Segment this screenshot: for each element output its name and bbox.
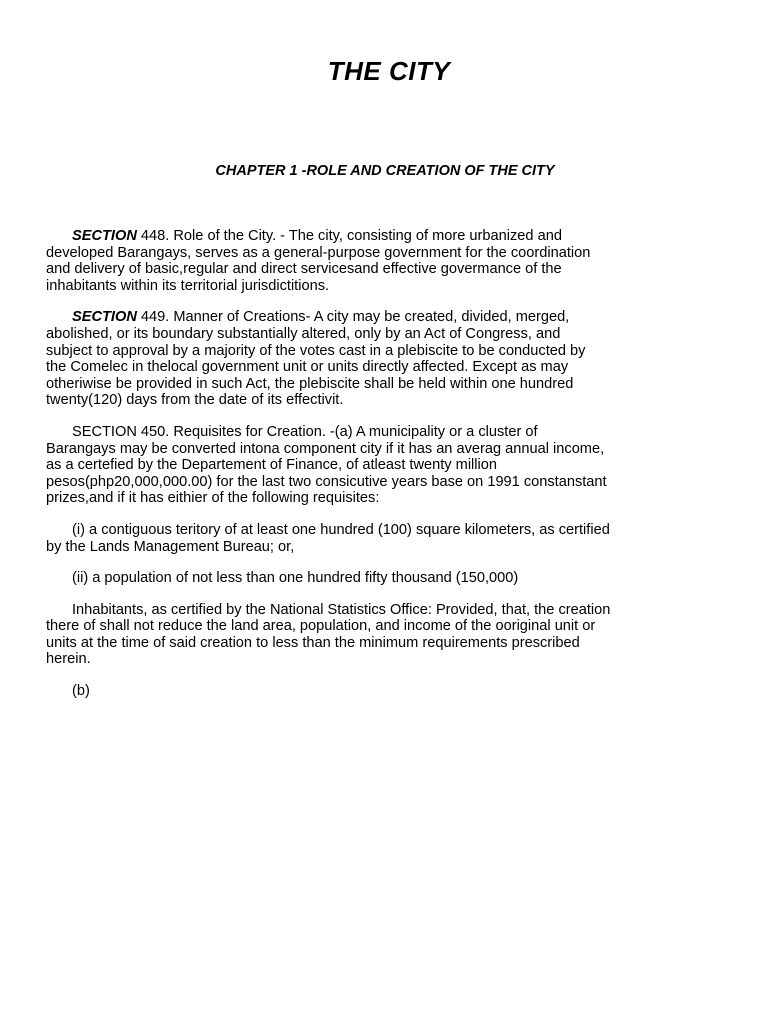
paragraph-line [46,309,730,326]
section-label: SECTION [72,228,137,244]
paragraph-line: prizes,and if it has eithier of the following requisites: [46,490,380,507]
section-450-paragraph [46,424,730,507]
paragraph-line: Barangays may be converted intona component city if it has an averag annual income, [46,440,605,457]
paragraph-line: as a certefied by the Departement of Finance, of atleast twenty million [46,457,498,474]
paragraph-line: subject to approval by a majority of the votes cast in a plebiscite to be conducted by [46,342,586,359]
paragraph-line: developed Barangays, serves as a general-purpose government for the coordination [46,244,591,261]
paragraph-line: and delivery of basic,regular and direct servicesand effective govermance of the [46,261,562,278]
paragraph-line: pesos(php20,000,000.00) for the last two consicutive years base on 1991 constanstant [46,473,607,490]
paragraph-line: abolished, or its boundary substantially altered, only by an Act of Congress, and [46,325,561,342]
subsection-b-paragraph [46,683,730,700]
paragraph-line: inhabitants within its territorial jurisdictitions. [46,277,330,294]
paragraph-line [46,228,730,245]
paragraph-text: 448. Role of the City. - The city, consisting of more urbanized and [136,228,562,244]
paragraph-line: (i) a contiguous teritory of at least one hundred (100) square kilometers, as certified [72,521,610,538]
inhabitants-paragraph [46,602,730,668]
document-title: THE CITY [327,56,451,86]
paragraph-line: twenty(120) days from the date of its effectivit. [46,392,344,409]
section-448-paragraph [46,228,730,294]
paragraph-line: SECTION 450. Requisites for Creation. -(a) A municipality or a cluster of [72,423,538,440]
paragraph-line: otheriwise be provided in such Act, the plebiscite shall be held within one hundred [46,375,574,392]
paragraph-text: 449. Manner of Creations- A city may be created, divided, merged, [136,309,570,326]
document-body [46,228,730,715]
paragraph-line: units at the time of said creation to less than the minimum requirements prescribed [46,634,580,651]
paragraph-line: (b) [72,683,90,700]
paragraph-line: (ii) a population of not less than one hundred fifty thousand (150,000) [72,570,519,587]
requisite-i-paragraph [46,522,730,555]
chapter-heading: CHAPTER 1 -ROLE AND CREATION OF THE CITY [215,163,555,179]
paragraph-line: herein. [46,651,91,668]
paragraph-line: by the Lands Management Bureau; or, [46,538,295,555]
paragraph-line: the Comelec in thelocal government unit or units directly affected. Except as may [46,359,569,376]
section-449-paragraph [46,309,730,409]
requisite-ii-paragraph [46,570,730,587]
section-label: SECTION [72,309,137,326]
paragraph-line: Inhabitants, as certified by the National Statistics Office: Provided, that, the creation [72,601,611,618]
paragraph-line: there of shall not reduce the land area, population, and income of the ooriginal unit or [46,618,596,635]
